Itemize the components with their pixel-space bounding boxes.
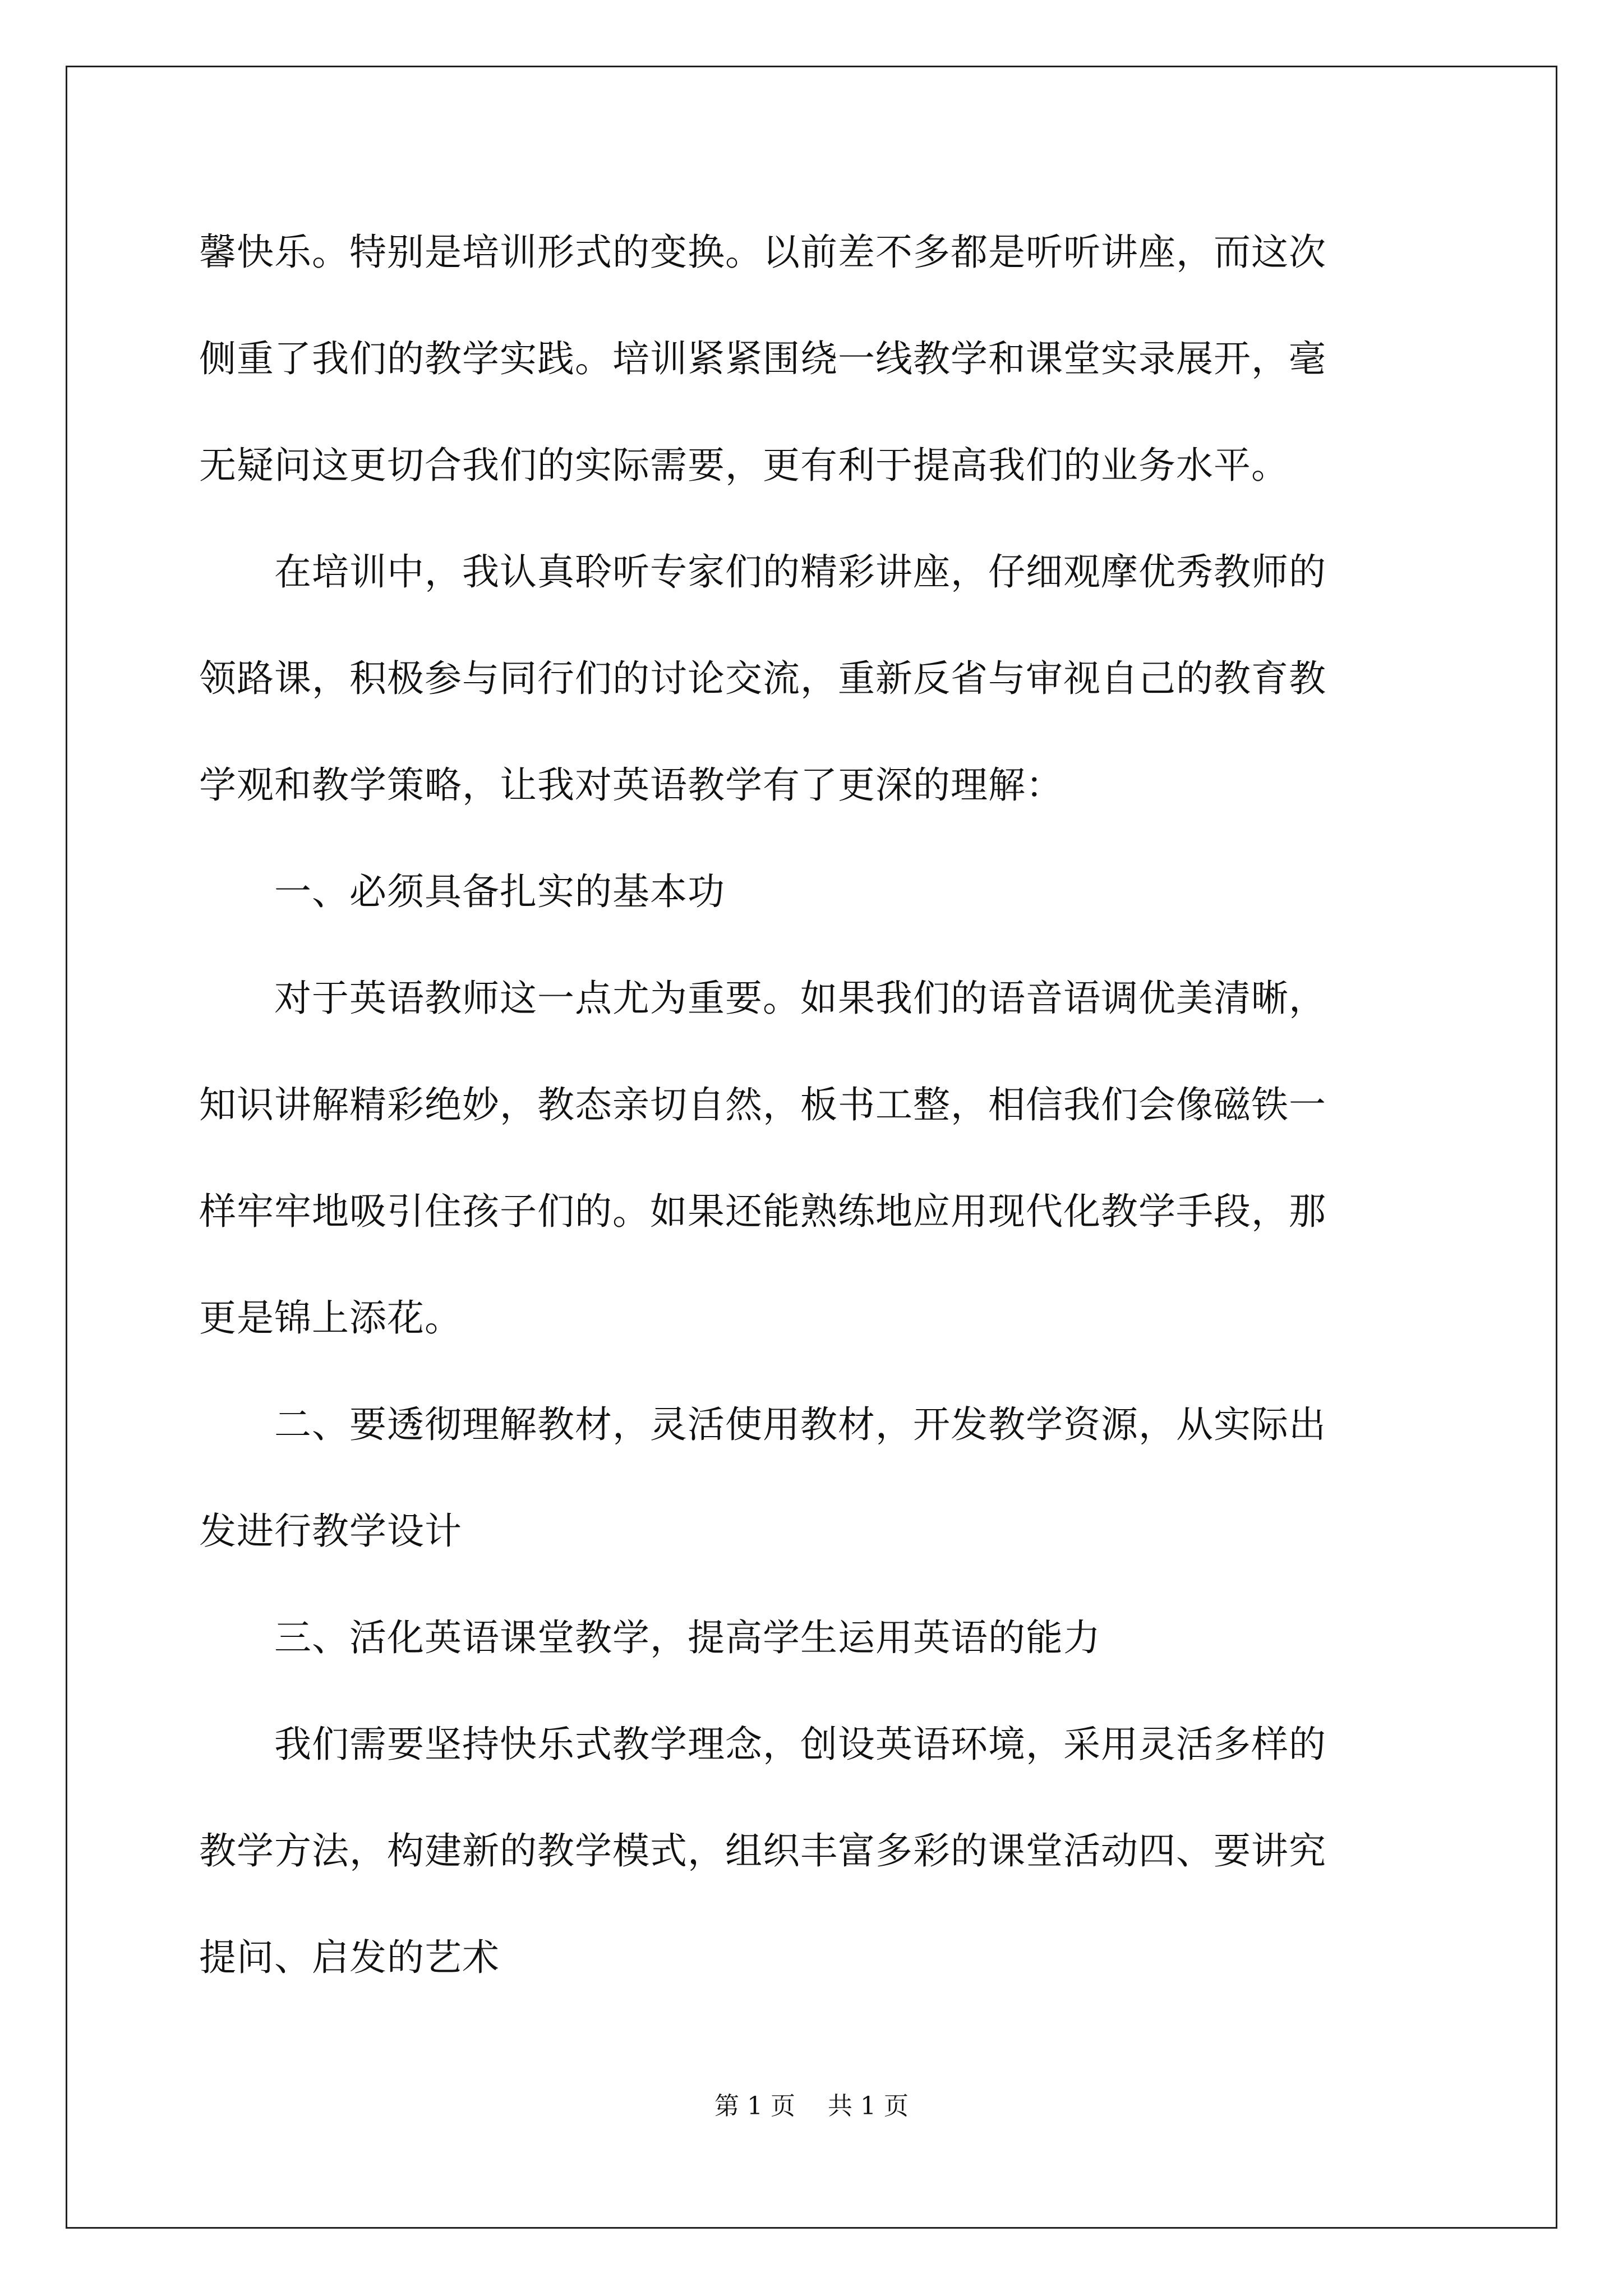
body-line-8: 对于英语教师这一点尤为重要。如果我们的语音语调优美清晰，	[199, 977, 1326, 1020]
body-line-3: 无疑问这更切合我们的实际需要，更有利于提高我们的业务水平。	[199, 444, 1289, 487]
body-line-9: 知识讲解精彩绝妙，教态亲切自然，板书工整，相信我们会像磁铁一	[199, 1083, 1326, 1126]
section-heading-1: 一、必须具备扎实的基本功	[199, 870, 725, 913]
body-line-15: 我们需要坚持快乐式教学理念，创设英语环境，采用灵活多样的	[199, 1723, 1326, 1766]
section-heading-2: 二、要透彻理解教材，灵活使用教材，开发教学资源，从实际出	[199, 1403, 1326, 1446]
page-border	[66, 66, 1557, 2229]
body-line-4: 在培训中，我认真聆听专家们的精彩讲座，仔细观摩优秀教师的	[199, 550, 1326, 593]
body-line-16: 教学方法，构建新的教学模式，组织丰富多彩的课堂活动四、要讲究	[199, 1829, 1326, 1872]
body-line-10: 样牢牢地吸引住孩子们的。如果还能熟练地应用现代化教学手段，那	[199, 1190, 1326, 1233]
section-heading-3: 三、活化英语课堂教学，提高学生运用英语的能力	[199, 1616, 1101, 1659]
body-line-11: 更是锦上添花。	[199, 1296, 462, 1340]
section-heading-2-cont: 发进行教学设计	[199, 1510, 462, 1553]
body-line-2: 侧重了我们的教学实践。培训紧紧围绕一线教学和课堂实录展开，毫	[199, 337, 1326, 380]
body-line-17: 提问、启发的艺术	[199, 1936, 500, 1979]
body-line-1: 馨快乐。特别是培训形式的变换。以前差不多都是听听讲座，而这次	[199, 231, 1326, 274]
body-line-6: 学观和教学策略，让我对英语教学有了更深的理解：	[199, 763, 1063, 807]
page-number-footer: 第 1 页 共 1 页	[714, 2092, 909, 2120]
body-line-5: 领路课，积极参与同行们的讨论交流，重新反省与审视自己的教育教	[199, 657, 1326, 700]
